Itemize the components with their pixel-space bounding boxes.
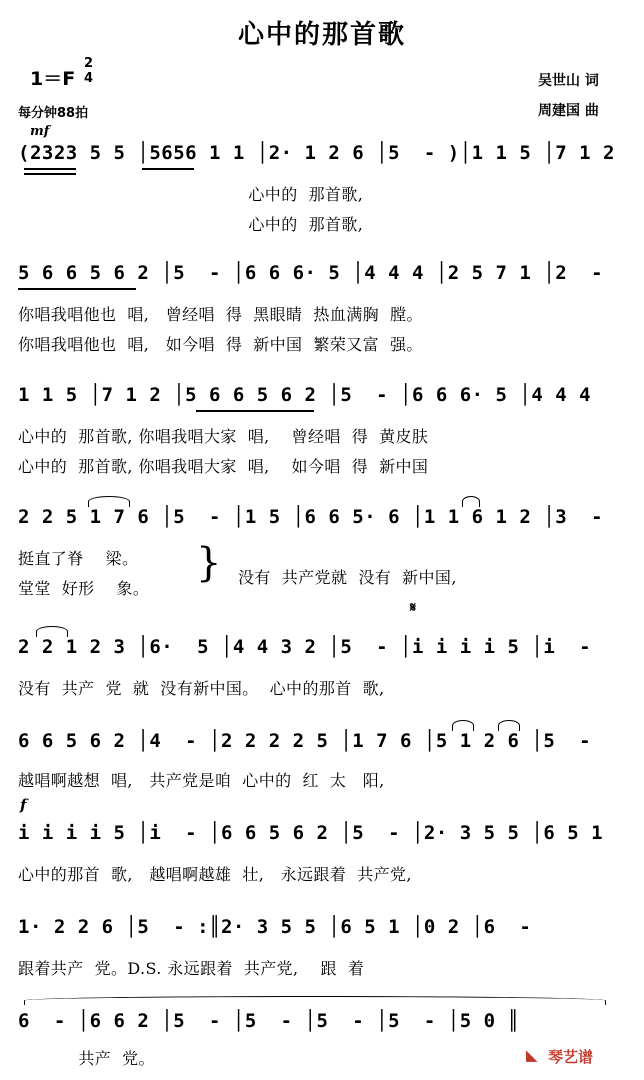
lyric-line-5: 没有 共产 党 就 没有新中国。 心中的那首 歌, xyxy=(18,679,385,698)
lyricist-credit: 吴世山 词 xyxy=(538,73,599,89)
staff-notes-6: 6 6 5 6 2 │4 - │2 2 2 2 5 │1 7 6 │5 1 2 6 │5 - xyxy=(18,730,592,752)
lyric-line-1b: 心中的 那首歌, xyxy=(18,215,364,234)
composer-credit: 周建国 曲 xyxy=(538,103,599,119)
lyric-line-2a: 你唱我唱他也 唱, 曾经唱 得 黑眼睛 热血满胸 膛。 xyxy=(18,305,423,324)
tie-mark xyxy=(24,996,606,1005)
staff-notes-3: 1 1 5 │7 1 2 │5 6 6 5 6 2 │5 - │6 6 6· 5 │4 4 4 xyxy=(18,384,592,406)
segno-sign: 𝄋 xyxy=(410,600,417,616)
staff-notes-8: 1· 2 2 6 │5 - :║2· 3 5 5 │6 5 1 │0 2 │6 - xyxy=(18,916,532,938)
lyric-line-9: 共产 党。 xyxy=(18,1049,155,1068)
logo-icon: ◣ xyxy=(526,1046,538,1064)
fermata-mark xyxy=(462,496,480,507)
staff-notes-7: i i i i 5 │i - │6 6 5 6 2 │5 - │2· 3 5 5 │6 5 1 xyxy=(18,822,604,844)
beam-underline xyxy=(18,288,136,290)
lyric-line-7: 心中的那首 歌, 越唱啊越雄 壮, 永远跟着 共产党, xyxy=(18,865,412,884)
staff-notes-5: 2 2 1 2 3 │6· 5 │4 4 3 2 │5 - │i i i i 5 │i - xyxy=(18,636,592,658)
lyric-line-8: 跟着共产 党。D.S. 永远跟着 共产党, 跟 着 xyxy=(18,959,365,978)
time-signature: 2 4 xyxy=(84,56,94,86)
slur-mark xyxy=(452,720,474,731)
side-lyric: 没有 共产党就 没有 新中国, xyxy=(238,568,457,587)
lyric-line-2b: 你唱我唱他也 唱, 如今唱 得 新中国 繁荣又富 强。 xyxy=(18,335,423,354)
tempo-marking: 每分钟88拍 xyxy=(18,106,89,121)
staff-notes-1: (2323 5 5 │5656 1 1 │2· 1 2 6 │5 - )│1 1 5 │7 1 2 xyxy=(18,142,615,164)
lyric-line-1a: 心中的 那首歌, xyxy=(18,185,364,204)
dynamic-mf: mf xyxy=(30,124,50,139)
key-signature: 1＝F xyxy=(30,68,76,90)
lyric-line-4b: 堂堂 好形 象。 xyxy=(18,579,150,598)
beam-underline xyxy=(142,168,194,170)
lyric-line-4a: 挺直了脊 梁。 xyxy=(18,549,139,568)
beam-underline xyxy=(24,173,76,175)
lyric-line-6: 越唱啊越想 唱, 共产党是咱 心中的 红 太 阳, xyxy=(18,771,385,790)
dynamic-f: f xyxy=(20,796,27,814)
beam-underline xyxy=(196,410,314,412)
song-title: 心中的那首歌 xyxy=(237,20,406,50)
slur-mark xyxy=(36,626,68,637)
brace-symbol: } xyxy=(196,540,222,586)
lyric-line-3b: 心中的 那首歌, 你唱我唱大家 唱, 如今唱 得 新中国 xyxy=(18,457,429,476)
watermark: 琴艺谱 xyxy=(548,1048,594,1066)
staff-notes-2: 5 6 6 5 6 2 │5 - │6 6 6· 5 │4 4 4 │2 5 7 1 │2 - xyxy=(18,262,604,284)
beam-underline xyxy=(24,168,76,170)
lyric-line-3a: 心中的 那首歌, 你唱我唱大家 唱, 曾经唱 得 黄皮肤 xyxy=(18,427,429,446)
slur-mark xyxy=(88,496,130,507)
staff-notes-4: 2 2 5 1 7 6 │5 - │1 5 │6 6 5· 6 │1 1 6 1 2 │3 - xyxy=(18,506,604,528)
staff-notes-9: 6 - │6 6 2 │5 - │5 - │5 - │5 - │5 0 ║ xyxy=(18,1010,520,1032)
slur-mark xyxy=(498,720,520,731)
